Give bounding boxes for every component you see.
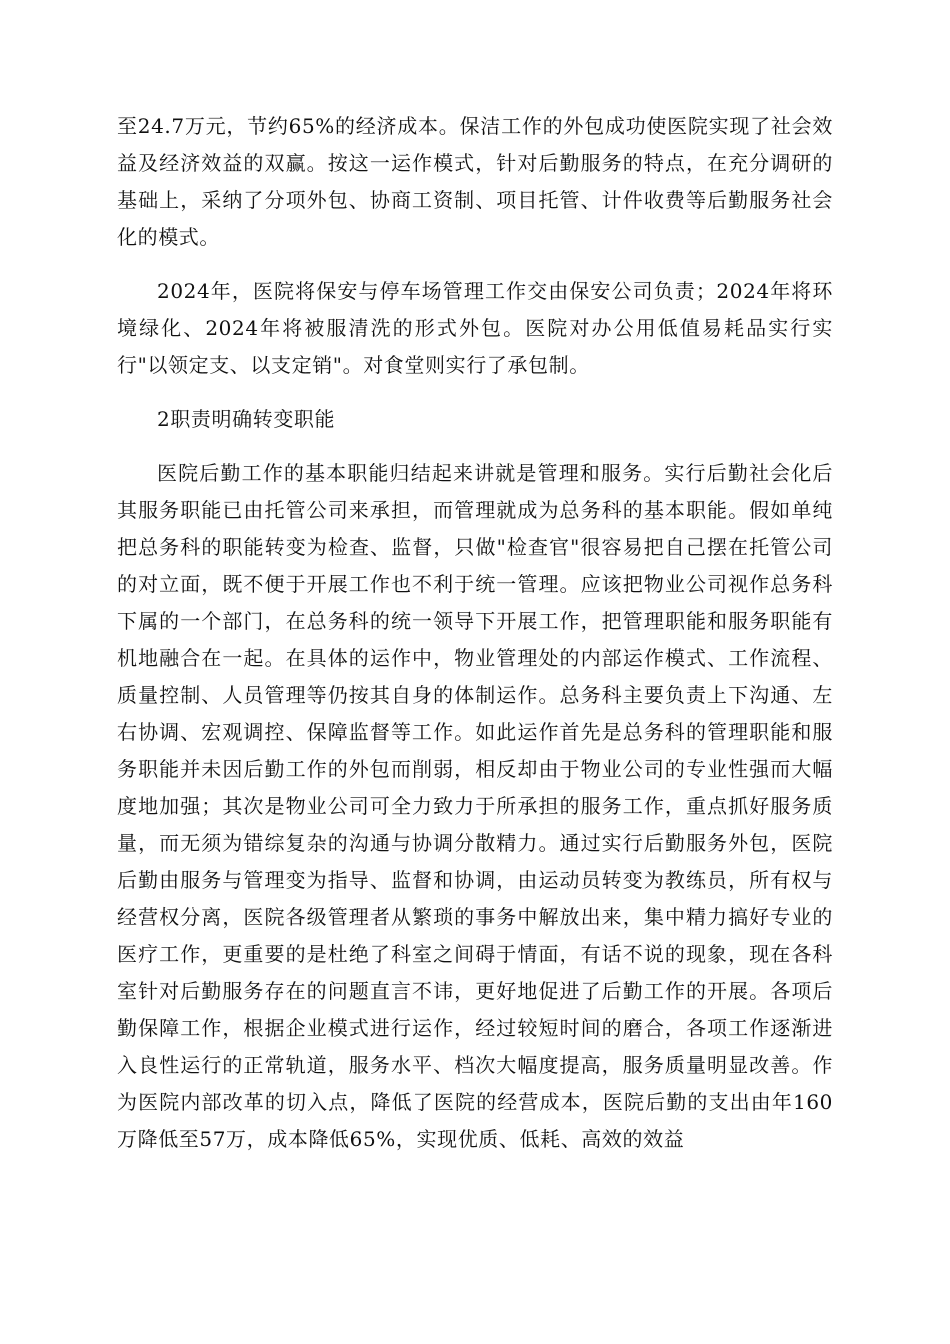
document-body <box>117 108 833 1175</box>
paragraph-functions: 医院后勤工作的基本职能归结起来讲就是管理和服务。实行后勤社会化后其服务职能已由托管公司来承担，而管理就成为总务科的基本职能。假如单纯把总务科的职能转变为检查、监督，只做"检查官"很容易把自己摆在托管公司的对立面，既不便于开展工作也不利于统一管理。应该把物业公司视作总务科下属的一个部门，在总务科的统一领导下开展工作，把管理职能和服务职能有机地融合在一起。在具体的运作中，物业管理处的内部运作模式、工作流程、质量控制、人员管理等仍按其自身的体制运作。总务科主要负责上下沟通、左右协调、宏观调控、保障监督等工作。如此运作首先是总务科的管理职能和服务职能并未因后勤工作的外包而削弱，相反却由于物业公司的专业性强而大幅度地加强；其次是物业公司可全力致力于所承担的服务工作，重点抓好服务质量，而无须为错综复杂的沟通与协调分散精力。通过实行后勤服务外包，医院后勤由服务与管理变为指导、监督和协调，由运动员转变为教练员，所有权与经营权分离，医院各级管理者从繁琐的事务中解放出来，集中精力搞好专业的医疗工作，更重要的是杜绝了科室之间碍于情面，有话不说的现象，现在各科室针对后勤服务存在的问题直言不讳，更好地促进了后勤工作的开展。各项后勤保障工作，根据企业模式进行运作，经过较短时间的磨合，各项工作逐渐进入良性运行的正常轨道，服务水平、档次大幅度提高，服务质量明显改善。作为医院内部改革的切入点，降低了医院的经营成本，医院后勤的支出由年160万降低至57万，成本降低65%，实现优质、低耗、高效的效益 <box>117 461 833 1151</box>
paragraph-outsourcing-cleaning: 至24.7万元，节约65%的经济成本。保洁工作的外包成功使医院实现了社会效益及经济效益的双赢。按这一运作模式，针对后勤服务的特点，在充分调研的基础上，采纳了分项外包、协商工资制、项目托管、计件收费等后勤服务社会化的模式。 <box>117 114 833 249</box>
section-heading: 2职责明确转变职能 <box>157 407 336 431</box>
paragraph-security-outsourcing: 2024年，医院将保安与停车场管理工作交由保安公司负责；2024年将环境绿化、2024年将被服清洗的形式外包。医院对办公用低值易耗品实行实行"以领定支、以支定销"。对食堂则实行了承包制。 <box>117 279 833 377</box>
